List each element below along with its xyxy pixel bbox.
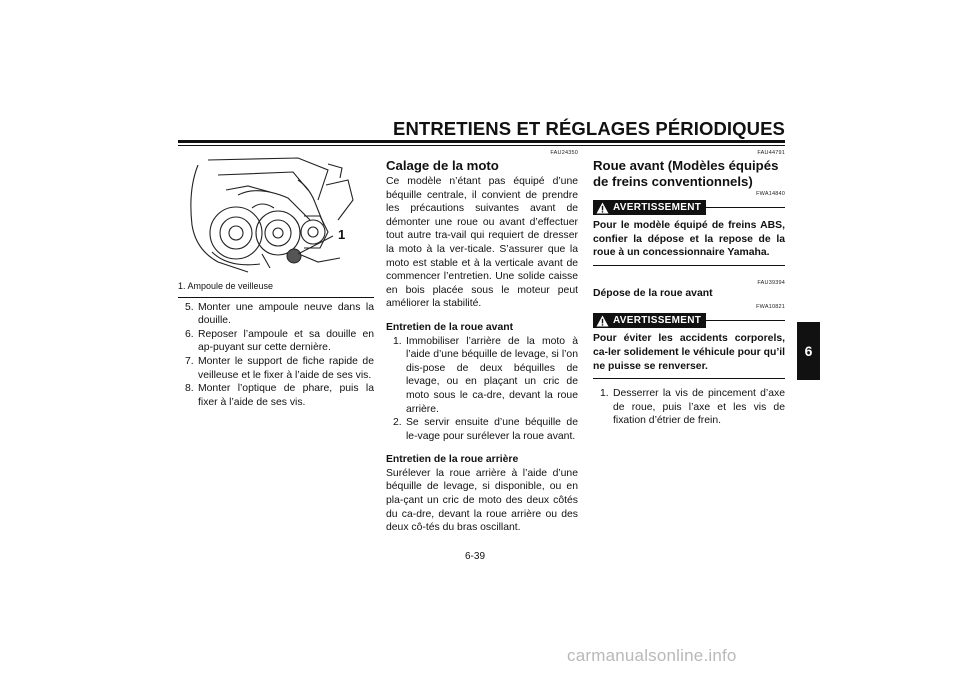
rear-wheel-body: Surélever la roue arrière à l’aide d’une béquille de levage, si disponible, ou en pla-çant un cric de moto des deux côtés du ca-dre, devant la roue arrière ou des deux cô-tés du bras oscillant.	[386, 467, 578, 534]
column-middle	[386, 150, 578, 535]
warning-text: Pour le modèle équipé de freins ABS, confier la dépose et la repose de la roue à un concessionnaire Yamaha.	[593, 219, 785, 266]
warning-badge: AVERTISSEMENT	[593, 200, 706, 215]
column-left	[178, 150, 374, 409]
step-list-col1	[178, 301, 374, 410]
warning-rule	[706, 320, 785, 321]
warning-code: FWA14840	[756, 191, 785, 197]
list-item: 6. Reposer l’ampoule et sa douille en ap-puyant sur cette dernière.	[185, 328, 374, 354]
watermark: carmanualsonline.info	[567, 646, 737, 665]
list-item: 5. Monter une ampoule neuve dans la douille.	[185, 301, 374, 327]
header-rule-thin	[178, 145, 785, 146]
warning-header	[593, 200, 785, 215]
list-item: 8. Monter l’optique de phare, puis la fixer à l’aide de ses vis.	[185, 383, 374, 408]
page-number: 6-39	[465, 551, 486, 562]
section-title: Calage de la moto	[386, 158, 499, 173]
rear-wheel-heading: Entretien de la roue arrière	[386, 454, 519, 466]
section-code: FAU39394	[757, 279, 785, 286]
warning-header	[593, 313, 785, 328]
headlight-figure	[178, 150, 374, 278]
list-item: 1. Immobiliser l’arrière de la moto à l’aide d’une béquille de levage, si l’on dis-pose de deux béquilles de levage, ou en plaçant un cric de moto sous le ca-dre, devant la roue arrière.	[393, 335, 578, 415]
section-body: Ce modèle n’étant pas équipé d’une béquille centrale, il convient de prendre les précautions suivantes avant de démonter une roue ou avant d’effectuer tout autre tra-vail qui requiert de dresser la moto à la ver-ticale. S’assurer que la moto est stable et à la verticale avant de commencer l’entretien. Une solide caisse en bois placée sous le moteur peut améliorer la stabilité.	[386, 176, 578, 310]
chapter-tab: 6	[797, 322, 820, 380]
warning-text: Pour éviter les accidents corporels, ca-ler solidement le véhicule pour qu’il ne puisse se renverser.	[593, 332, 785, 379]
warning-triangle-icon	[596, 315, 609, 327]
section-code: FAU24350	[550, 150, 578, 156]
removal-step-list	[593, 387, 785, 428]
page-header-title: ENTRETIENS ET RÉGLAGES PÉRIODIQUES	[393, 118, 785, 139]
section-code: FAU44791	[757, 150, 785, 156]
front-step-list	[386, 335, 578, 444]
warning-badge: AVERTISSEMENT	[593, 313, 706, 328]
headlight-illustration	[178, 150, 374, 278]
header-rule	[178, 140, 785, 143]
list-item: 1. Desserrer la vis de pincement d’axe de roue, puis l’axe et les vis de fixation d’étrier de frein.	[600, 388, 785, 427]
front-wheel-heading: Entretien de la roue avant	[386, 321, 514, 333]
figure-callout: 1	[338, 227, 346, 242]
section-title: Roue avant (Modèles équipés de freins conventionnels)	[593, 158, 779, 189]
warning-code: FWA10821	[756, 304, 785, 311]
column-right	[593, 150, 785, 428]
warning-triangle-icon	[596, 202, 609, 214]
removal-heading: Dépose de la roue avant	[593, 287, 713, 299]
warning-rule	[706, 207, 785, 208]
figure-caption: 1. Ampoule de veilleuse	[178, 280, 374, 298]
list-item: 7. Monter le support de fiche rapide de veilleuse et le fixer à l’aide de ses vis.	[185, 355, 374, 381]
list-item: 2. Se servir ensuite d’une béquille de le-vage pour surélever la roue avant.	[393, 417, 578, 442]
